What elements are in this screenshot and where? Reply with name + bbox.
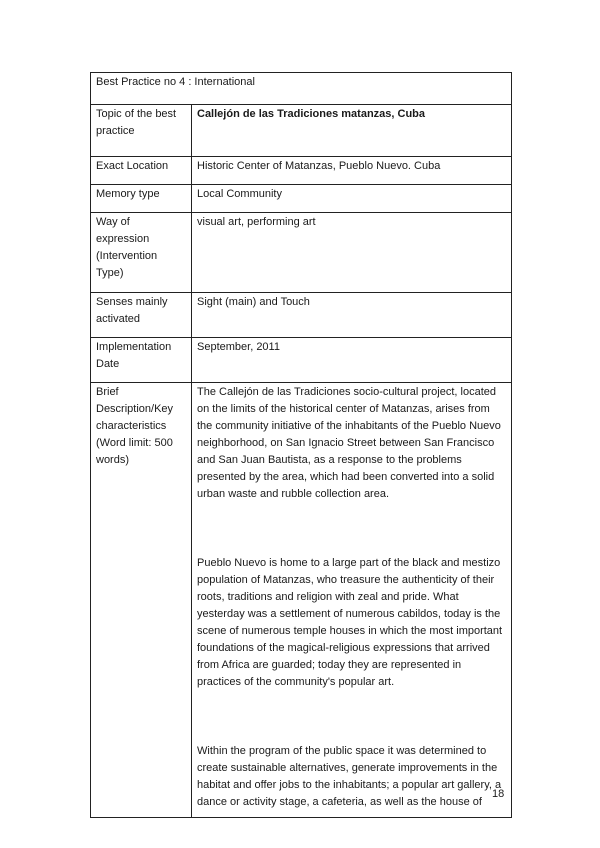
row-label-memory-type: Memory type: [91, 185, 192, 213]
row-label-description: Brief Description/Key characteristics (Word limit: 500 words): [91, 383, 192, 818]
row-value-memory-type: Local Community: [192, 185, 512, 213]
row-label-implementation-date: Implementation Date: [91, 338, 192, 383]
row-label-topic: Topic of the best practice: [91, 105, 192, 157]
row-label-location: Exact Location: [91, 157, 192, 185]
description-paragraph: Within the program of the public space it was determined to create sustainable alternatives, generate improvements in the habitat and offer jobs to the inhabitants; a popular art gallery, a dance or activity stage, a cafeteria, as well as the house of: [197, 745, 502, 808]
page-number: 18: [492, 788, 505, 800]
row-value-topic: Callejón de las Tradiciones matanzas, Cuba: [192, 105, 512, 157]
table-row: [91, 185, 512, 213]
row-value-description: [192, 383, 512, 818]
table-row: [91, 338, 512, 383]
table-row: [91, 157, 512, 185]
row-value-senses: Sight (main) and Touch: [192, 293, 512, 338]
row-label-senses: Senses mainly activated: [91, 293, 192, 338]
row-label-way-of-expression: Way of expression (Intervention Type): [91, 213, 192, 293]
table-row: [91, 105, 512, 157]
table-row: [91, 383, 512, 818]
description-paragraph: The Callejón de las Tradiciones socio-cultural project, located on the limits of the historical center of Matanzas, arises from the community initiative of the inhabitants of the Pueblo Nuevo neighborhood, on San Ignacio Street between San Francisco and San Juan Bautista, as a response to the problems presented by the area, which had been converted into a solid urban waste and rubble collection area.: [197, 386, 501, 500]
table-title-row: [91, 73, 512, 105]
table-title: Best Practice no 4 : International: [91, 73, 512, 105]
row-value-implementation-date: September, 2011: [192, 338, 512, 383]
row-value-way-of-expression: visual art, performing art: [192, 213, 512, 293]
row-value-location: Historic Center of Matanzas, Pueblo Nuevo. Cuba: [192, 157, 512, 185]
table-row: [91, 213, 512, 293]
description-paragraph: Pueblo Nuevo is home to a large part of the black and mestizo population of Matanzas, who treasure the authenticity of their roots, traditions and religion with zeal and pride. What yesterday was a settlement of numerous cabildos, today is the scene of numerous temple houses in which the most important foundations of the magical-religious expressions that arrived from Africa are guarded; today they are represented in practices of the community's popular art.: [197, 557, 503, 688]
table-row: [91, 293, 512, 338]
best-practice-table: [90, 72, 512, 818]
